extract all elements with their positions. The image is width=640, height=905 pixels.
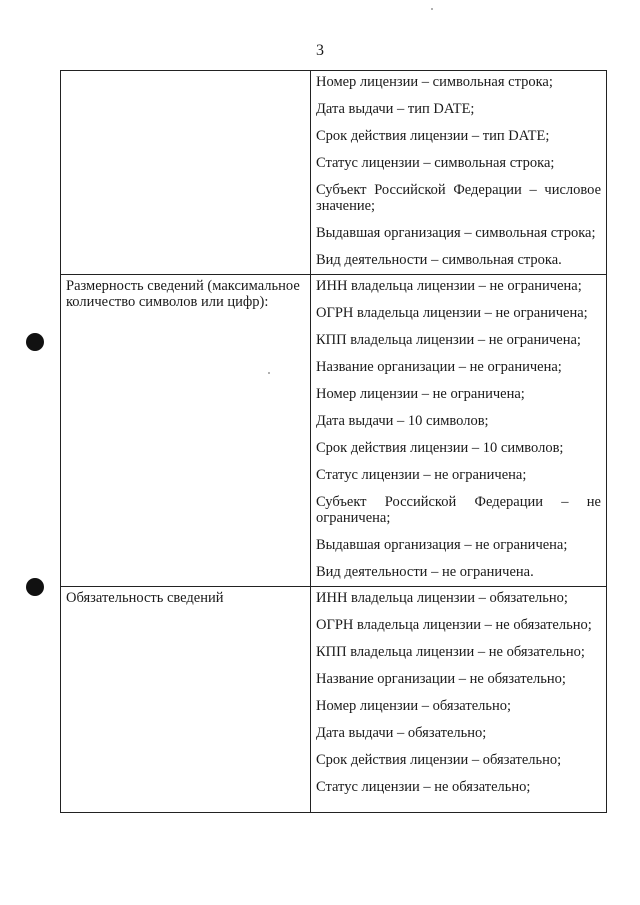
list-item: Статус лицензии – не ограничена; bbox=[316, 467, 527, 483]
list-item: ОГРН владельца лицензии – не обязательно; bbox=[316, 617, 592, 633]
list-item: Вид деятельности – символьная строка. bbox=[316, 252, 562, 268]
list-item: Дата выдачи – тип DATE; bbox=[316, 101, 475, 117]
row-label bbox=[61, 71, 311, 275]
list-item: Субъект Российской Федерации – числовое значение; bbox=[316, 182, 601, 214]
list-item: Статус лицензии – символьная строка; bbox=[316, 155, 555, 171]
scan-speck bbox=[431, 8, 433, 10]
list-item: Название организации – не ограничена; bbox=[316, 359, 562, 375]
specification-table bbox=[60, 70, 607, 813]
list-item: Выдавшая организация – символьная строка; bbox=[316, 225, 596, 241]
list-item: ОГРН владельца лицензии – не ограничена; bbox=[316, 305, 588, 321]
list-item: Название организации – не обязательно; bbox=[316, 671, 566, 687]
list-item: ИНН владельца лицензии – обязательно; bbox=[316, 590, 568, 606]
list-item: Срок действия лицензии – тип DATE; bbox=[316, 128, 550, 144]
list-item: Номер лицензии – обязательно; bbox=[316, 698, 512, 714]
punch-hole-mark bbox=[26, 333, 44, 351]
list-item: КПП владельца лицензии – не обязательно; bbox=[316, 644, 585, 660]
punch-hole-mark bbox=[26, 578, 44, 596]
scan-speck bbox=[268, 372, 270, 374]
list-item: Номер лицензии – не ограничена; bbox=[316, 386, 525, 402]
row-values bbox=[311, 275, 607, 587]
table-row-formats bbox=[61, 71, 607, 275]
row-label: Обязательность сведений bbox=[61, 587, 311, 813]
row-label: Размерность сведений (максимальное количество символов или цифр): bbox=[61, 275, 311, 587]
table-row-dimensions bbox=[61, 275, 607, 587]
list-item: Выдавшая организация – не ограничена; bbox=[316, 537, 568, 553]
row-values bbox=[311, 71, 607, 275]
list-item: Срок действия лицензии – 10 символов; bbox=[316, 440, 564, 456]
list-item: КПП владельца лицензии – не ограничена; bbox=[316, 332, 581, 348]
list-item: Субъект Российской Федерации – не ограничена; bbox=[316, 494, 601, 526]
list-item: Дата выдачи – обязательно; bbox=[316, 725, 487, 741]
list-item: ИНН владельца лицензии – не ограничена; bbox=[316, 278, 582, 294]
row-values bbox=[311, 587, 607, 813]
page-number: 3 bbox=[316, 42, 324, 59]
list-item: Статус лицензии – не обязательно; bbox=[316, 779, 531, 795]
table-row-obligatoriness bbox=[61, 587, 607, 813]
list-item: Дата выдачи – 10 символов; bbox=[316, 413, 489, 429]
list-item: Вид деятельности – не ограничена. bbox=[316, 564, 534, 580]
list-item: Срок действия лицензии – обязательно; bbox=[316, 752, 562, 768]
list-item: Номер лицензии – символьная строка; bbox=[316, 74, 553, 90]
